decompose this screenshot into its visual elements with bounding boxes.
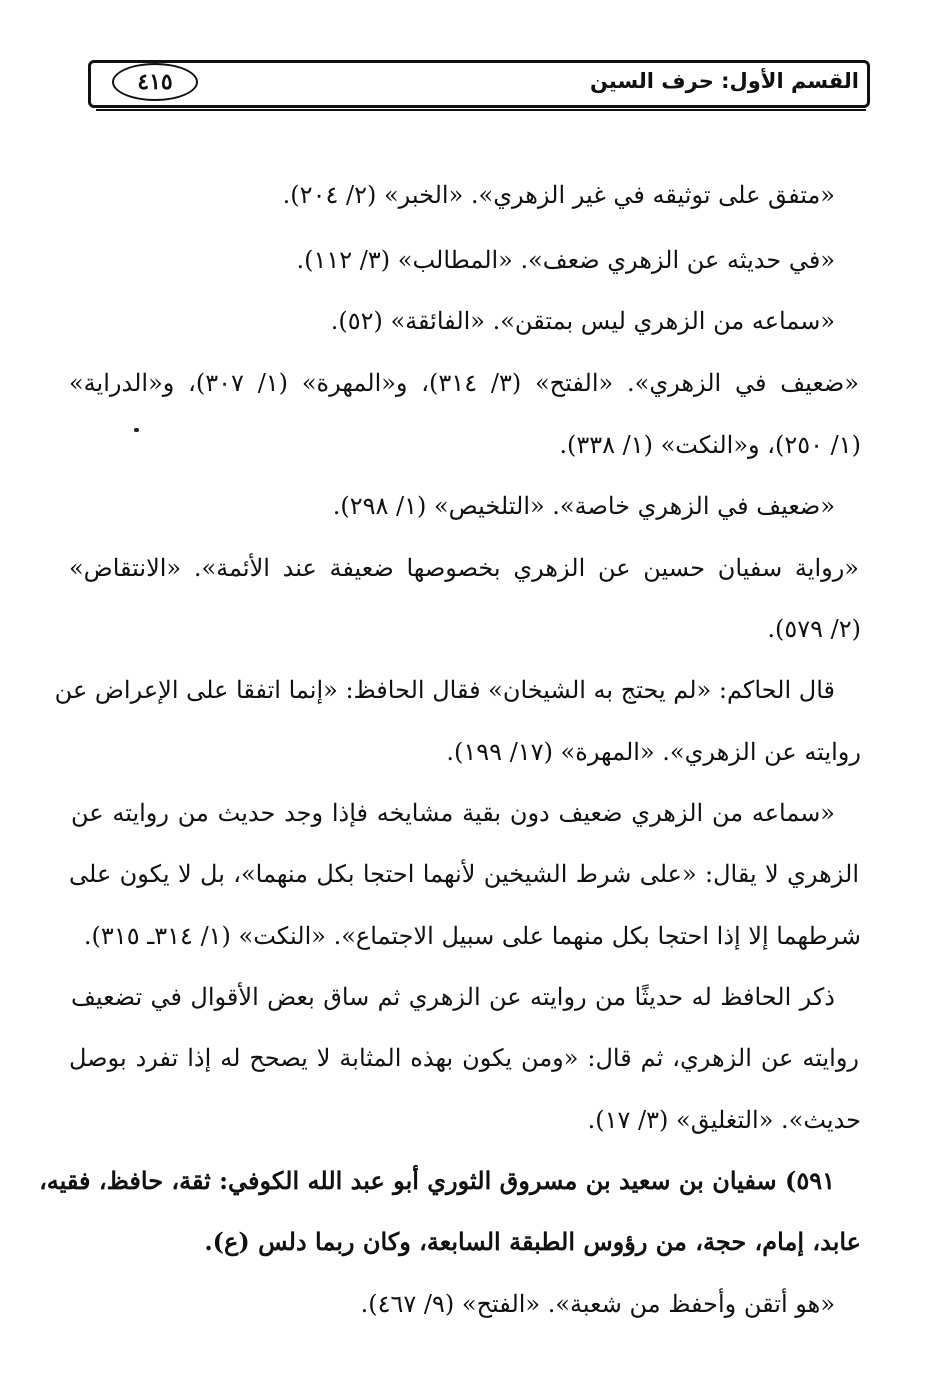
page-number-badge bbox=[112, 63, 198, 101]
text-line: روايته عن الزهري». «المهرة» (١٧/ ١٩٩). bbox=[446, 738, 861, 766]
text-line: روايته عن الزهري، ثم قال: «ومن يكون بهذه المثابة لا يصحح له إذا تفرد بوصل bbox=[69, 1044, 859, 1072]
text-line: شرطهما إلا إذا احتجا بكل منهما على سبيل الاجتماع». «النكت» (١/ ٣١٤ـ ٣١٥). bbox=[83, 922, 861, 950]
text-line: حديث». «التغليق» (٣/ ١٧). bbox=[587, 1106, 861, 1134]
text-line: الزهري لا يقال: «على شرط الشيخين لأنهما احتجا بكل منهما»، بل لا يكون على bbox=[69, 860, 859, 888]
ink-speck bbox=[134, 428, 139, 432]
text-line: «ضعيف في الزهري». «الفتح» (٣/ ٣١٤)، و«المهرة» (١/ ٣٠٧)، و«الدراية» bbox=[69, 369, 859, 397]
text-line: «رواية سفيان حسين عن الزهري بخصوصها ضعيفة عند الأئمة». «الانتقاض» bbox=[69, 554, 859, 582]
section-title: القسم الأول: حرف السين bbox=[590, 69, 859, 93]
text-line: (٢/ ٥٧٩). bbox=[767, 615, 861, 643]
entry-heading-line: عابد، إمام، حجة، من رؤوس الطبقة السابعة، وكان ربما دلس (ع). bbox=[204, 1227, 861, 1256]
text-line: قال الحاكم: «لم يحتج به الشيخان» فقال الحافظ: «إنما اتفقا على الإعراض عن bbox=[54, 676, 835, 704]
text-line: «في حديثه عن الزهري ضعف». «المطالب» (٣/ ١١٢). bbox=[296, 246, 835, 274]
page-number: ٤١٥ bbox=[137, 69, 173, 95]
text-line: «ضعيف في الزهري خاصة». «التلخيص» (١/ ٢٩٨). bbox=[332, 492, 835, 520]
entry-heading-line: ٥٩١) سفيان بن سعيد بن مسروق الثوري أبو عبد الله الكوفي: ثقة، حافظ، فقيه، bbox=[39, 1166, 835, 1195]
text-line: «متفق على توثيقه في غير الزهري». «الخبر» (٢/ ٢٠٤). bbox=[282, 181, 835, 209]
text-line: «سماعه من الزهري ليس بمتقن». «الفائقة» (٥٢). bbox=[330, 307, 835, 335]
text-line: «سماعه من الزهري ضعيف دون بقية مشايخه فإذا وجد حديث من روايته عن bbox=[71, 799, 835, 827]
text-line: (١/ ٢٥٠)، و«النكت» (١/ ٣٣٨). bbox=[559, 431, 861, 459]
text-line: «هو أتقن وأحفظ من شعبة». «الفتح» (٩/ ٤٦٧). bbox=[360, 1290, 835, 1318]
header-rule bbox=[96, 109, 866, 111]
text-line: ذكر الحافظ له حديثًا من روايته عن الزهري ثم ساق بعض الأقوال في تضعيف bbox=[71, 983, 835, 1011]
